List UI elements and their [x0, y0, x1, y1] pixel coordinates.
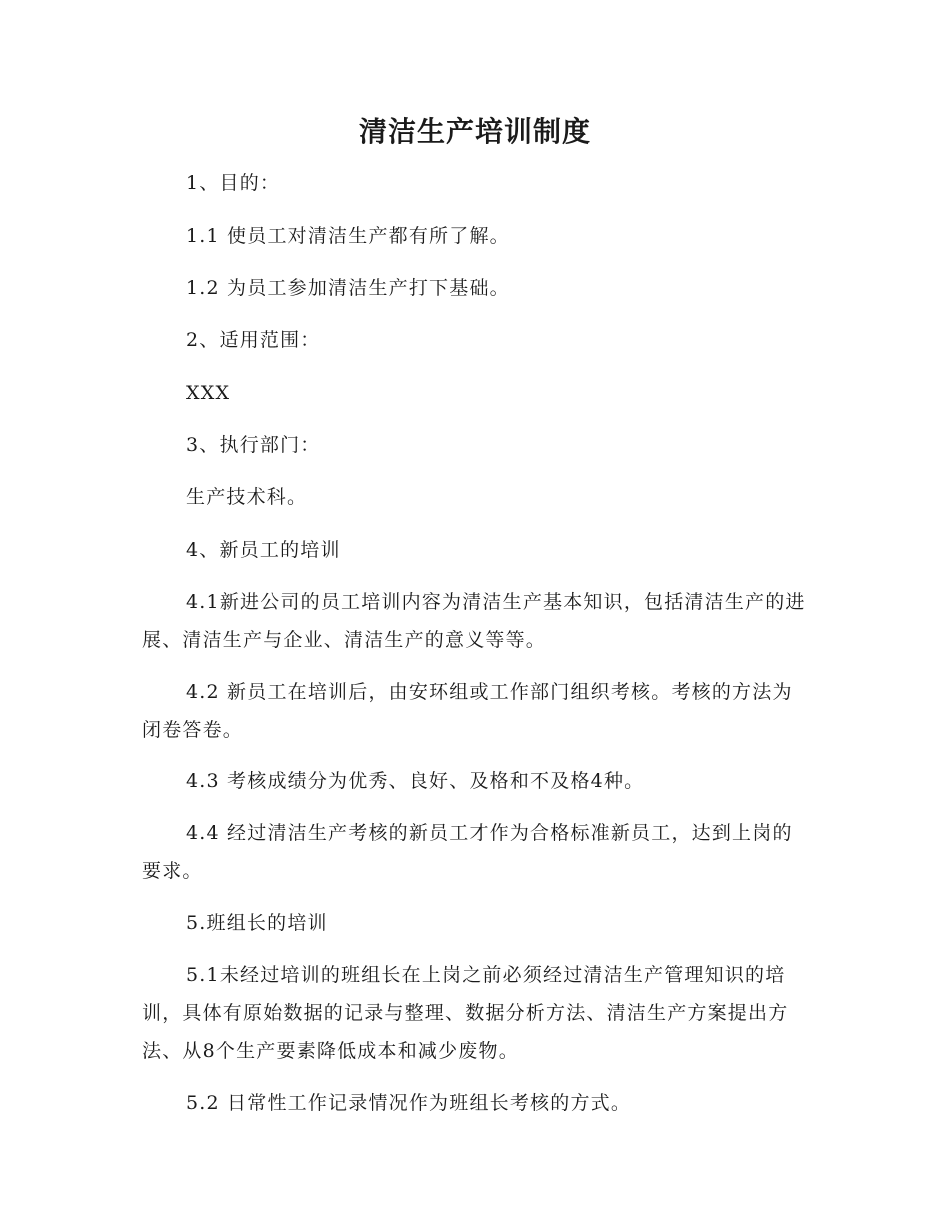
- paragraph-5-1: 5.1未经过培训的班组长在上岗之前必须经过清洁生产管理知识的培训，具体有原始数据的记录与整理、数据分析方法、清洁生产方案提出方法、从8个生产要素降低成本和减少废物。: [142, 964, 789, 1062]
- paragraph-4-1: 4.1新进公司的员工培训内容为清洁生产基本知识，包括清洁生产的进展、清洁生产与企业、清洁生产的意义等等。: [142, 591, 806, 651]
- paragraph-4-3: 4.3 考核成绩分为优秀、良好、及格和不及格4种。: [186, 770, 645, 792]
- paragraph-1-2: 1.2 为员工参加清洁生产打下基础。: [186, 277, 510, 299]
- paragraph-3-body: 生产技术科。: [186, 486, 308, 508]
- paragraph-2-heading: 2、适用范围：: [186, 329, 321, 351]
- paragraph-5-heading: 5.班组长的培训: [186, 912, 328, 934]
- paragraph-4-4: 4.4 经过清洁生产考核的新员工才作为合格标准新员工，达到上岗的要求。: [142, 822, 793, 882]
- paragraph-4-2: 4.2 新员工在培训后，由安环组或工作部门组织考核。考核的方法为闭卷答卷。: [142, 681, 793, 741]
- paragraph-5-2: 5.2 日常性工作记录情况作为班组长考核的方式。: [186, 1092, 632, 1114]
- paragraph-1-heading: 1、目的：: [186, 172, 281, 194]
- paragraph-3-heading: 3、执行部门：: [186, 434, 321, 456]
- paragraph-2-body: XXX: [186, 382, 231, 404]
- paragraph-1-1: 1.1 使员工对清洁生产都有所了解。: [186, 225, 510, 247]
- paragraph-4-heading: 4、新员工的培训: [186, 539, 341, 561]
- document-title: 清洁生产培训制度: [358, 115, 591, 148]
